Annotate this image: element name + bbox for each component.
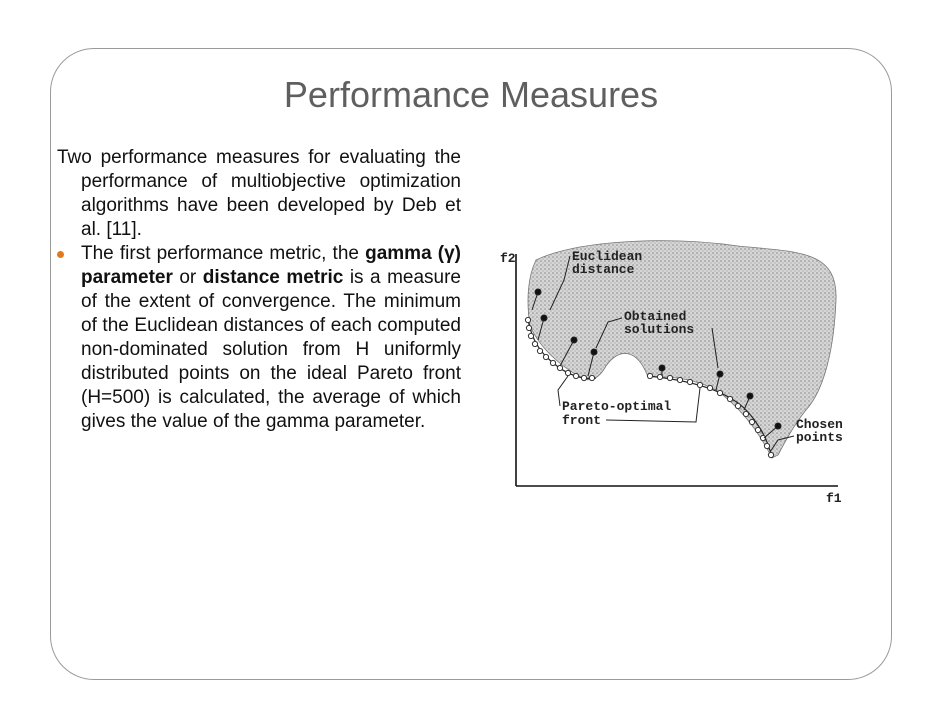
- bullet-prefix: The first performance metric, the: [81, 243, 366, 264]
- pareto-label-2: front: [562, 413, 602, 428]
- bullet-paragraph: [57, 242, 461, 434]
- chosen-label-2: points: [796, 430, 843, 445]
- bullet-rest: is a measure of the extent of convergence. The minimum of the Euclidean distances of each computed non-dominated solution from H uniformly distributed points on the ideal Pareto front (H=500) is calculated, the average of which gives the value of the gamma parameter.: [81, 267, 461, 432]
- distance-metric-term: distance metric: [202, 267, 344, 288]
- x-axis-label: f1: [826, 491, 842, 506]
- obtained-label-1: Obtained: [624, 309, 687, 324]
- pareto-label-1: Pareto-optimal: [562, 399, 672, 414]
- intro-paragraph: Two performance measures for evaluating the performance of multiobjective optimization algorithms have been developed by Deb et al. [11].: [57, 147, 461, 240]
- euclidean-label-2: distance: [572, 262, 635, 277]
- y-axis-label: f2: [500, 251, 516, 266]
- chosen-label-1: Chosen: [796, 417, 843, 432]
- body-text: [57, 146, 461, 434]
- gamma-term: gamma (γ) parameter: [81, 243, 461, 288]
- bullet-mid: or: [172, 267, 203, 288]
- slide-title: Performance Measures: [283, 74, 659, 115]
- pareto-figure: [488, 240, 868, 530]
- obtained-label-2: solutions: [624, 322, 695, 337]
- bullet-icon: [57, 251, 64, 258]
- euclidean-label-1: Euclidean: [572, 249, 643, 264]
